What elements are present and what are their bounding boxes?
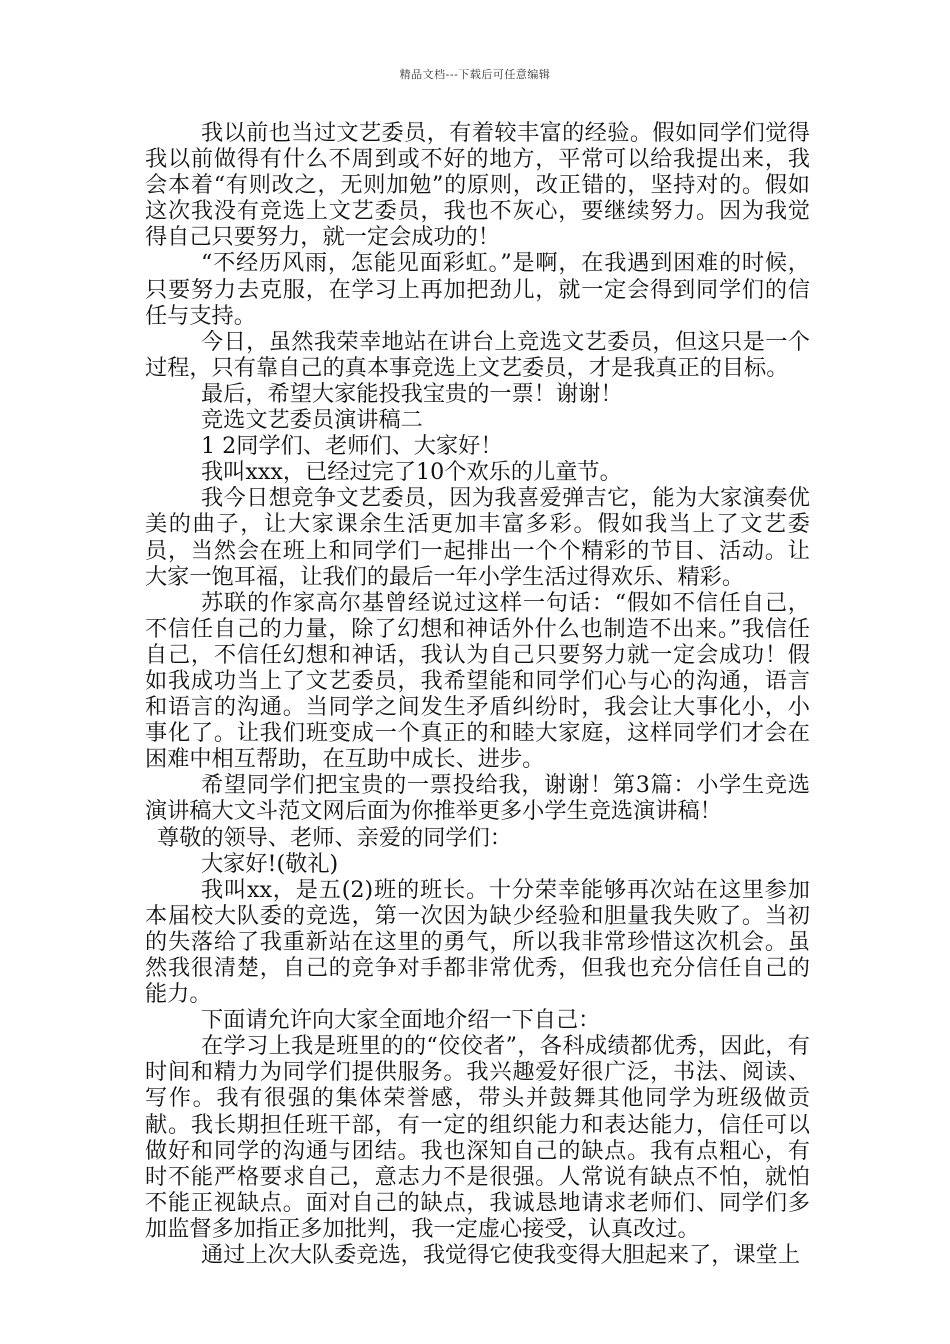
paragraph: 1 2同学们、老师们、大家好！ <box>201 433 503 460</box>
paragraph: “不经历风雨，怎能见面彩虹。”是啊，在我遇到困难的时候，只要努力去克服，在学习上再加把劲儿，就一定会得到同学们的信任与支持。 <box>145 250 810 329</box>
paragraph: 今日，虽然我荣幸地站在讲台上竞选文艺委员，但这只是一个过程，只有靠自己的真本事竞选上文艺委员，才是我真正的目标。 <box>145 328 810 381</box>
paragraph: 最后，希望大家能投我宝贵的一票！谢谢！ <box>201 380 623 407</box>
paragraph: 下面请允许向大家全面地介绍一下自己： <box>201 1007 601 1034</box>
paragraph: 希望同学们把宝贵的一票投给我，谢谢！第3篇：小学生竞选演讲稿大文斗范文网后面为你推举更多小学生竞选演讲稿！ <box>145 772 810 825</box>
paragraph: 在学习上我是班里的的“佼佼者”，各科成绩都优秀，因此，有时间和精力为同学们提供服务。我兴趣爱好很广泛，书法、阅读、写作。我有很强的集体荣誉感，带头并鼓舞其他同学为班级做贡献。我长期担任班干部，有一定的组织能力和表达能力，信任可以做好和同学的沟通与团结。我也深知自己的缺点。我有点粗心，有时不能严格要求自己，意志力不是很强。人常说有缺点不怕，就怕不能正视缺点。面对自己的缺点，我诚恳地请求老师们、同学们多加监督多加指正多加批判，我一定虚心接受，认真改过。 <box>145 1033 810 1242</box>
paragraph: 我叫xx，是五(2)班的班长。十分荣幸能够再次站在这里参加本届校大队委的竞选，第一次因为缺少经验和胆量我失败了。当初的失落给了我重新站在这里的勇气，所以我非常珍惜这次机会。虽然我很清楚，自己的竞争对手都非常优秀，但我也充分信任自己的能力。 <box>145 876 810 1008</box>
paragraph: 我叫xxx，已经过完了10个欢乐的儿童节。 <box>201 459 622 486</box>
paragraph: 通过上次大队委竞选，我觉得它使我变得大胆起来了，课堂上 <box>201 1242 801 1269</box>
salutation: 尊敬的领导、老师、亲爱的同学们： <box>157 824 512 851</box>
paragraph: 我以前也当过文艺委员，有着较丰富的经验。假如同学们觉得我以前做得有什么不周到或不好的地方，平常可以给我提出来，我会本着“有则改之，无则加勉”的原则，改正错的，坚持对的。假如这次我没有竞选上文艺委员，我也不灰心，要继续努力。因为我觉得自己只要努力，就一定会成功的！ <box>145 120 810 251</box>
paragraph: 大家好!(敬礼) <box>201 850 339 877</box>
paragraph: 我今日想竞争文艺委员，因为我喜爱弹吉它，能为大家演奏优美的曲子，让大家课余生活更加丰富多彩。假如我当上了文艺委员，当然会在班上和同学们一起排出一个个精彩的节目、活动。让大家一饱耳福，让我们的最后一年小学生活过得欢乐、精彩。 <box>145 485 810 590</box>
document-body <box>145 120 810 1268</box>
paragraph: 苏联的作家高尔基曾经说过这样一句话：“假如不信任自己，不信任自己的力量，除了幻想和神话外什么也制造不出来。”我信任自己，不信任幻想和神话，我认为自己只要努力就一定会成功！假如我成功当上了文艺委员，我希望能和同学们心与心的沟通，语言和语言的沟通。当同学之间发生矛盾纠纷时，我会让大事化小，小事化了。让我们班变成一个真正的和睦大家庭，这样同学们才会在困难中相互帮助，在互助中成长、进步。 <box>145 589 810 773</box>
page-header: 精品文档---下载后可任意编辑 <box>399 68 551 81</box>
section-title: 竞选文艺委员演讲稿二 <box>201 407 423 434</box>
